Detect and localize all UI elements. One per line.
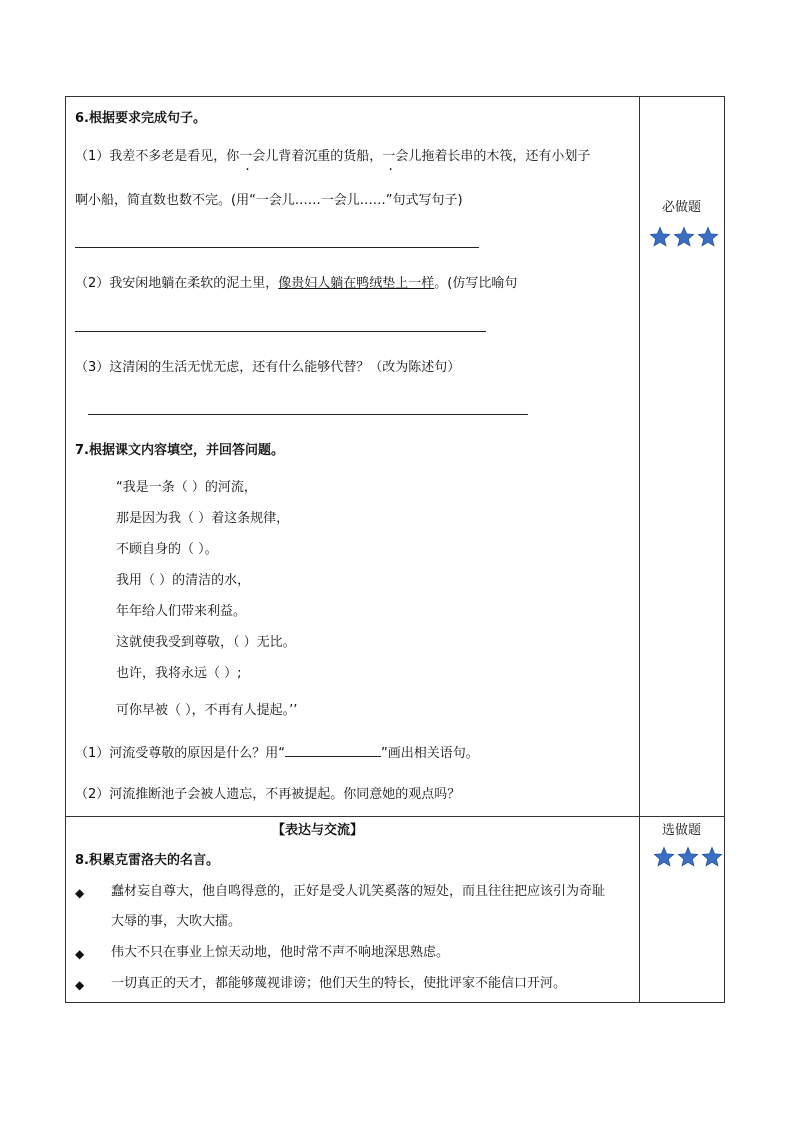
q7-sub1-post: ”画出相关语句。 [381, 746, 479, 761]
bullet-3-icon: ◆ [75, 978, 85, 992]
q6-item1-line1 [75, 148, 590, 166]
section-heading: 【表达与交流】 [272, 823, 364, 838]
bullet-2-icon: ◆ [75, 947, 85, 961]
q6-item1-line2: 啊小船，简直数也数不完。(用“一会儿……一会儿……”句式写句子) [75, 193, 463, 208]
star-icon [697, 226, 719, 248]
star-icon [653, 846, 675, 868]
q7-sub2: （2）河流推断池子会被人遗忘，不再被提起。你同意她的观点吗？ [75, 787, 461, 802]
optional-label: 选做题 [662, 823, 702, 838]
q7-poem-line-5: 年年给人们带来利益。 [116, 604, 247, 619]
required-label: 必做题 [662, 200, 702, 215]
q7-poem-line-4: 我用（ ）的清洁的水， [116, 573, 251, 588]
q7-poem-line-7: 也许，我将永远（ ）; [116, 666, 242, 681]
q6-item1-emph1: 一会儿 [239, 149, 279, 164]
q7-poem-line-8: 可你早被（ ），不再有人提起。’’ [116, 703, 298, 718]
q7-poem-line-3: 不顾自身的（ ）。 [116, 542, 218, 557]
row-divider [66, 816, 724, 817]
q8-title: 8.积累克雷洛夫的名言。 [75, 853, 219, 868]
q7-poem-line-2: 那是因为我（ ）着这条规律， [116, 511, 290, 526]
q6-title: 6.根据要求完成句子。 [75, 111, 206, 126]
difficulty-stars-1 [649, 226, 719, 248]
star-icon [677, 846, 699, 868]
q7-sub1 [75, 744, 479, 763]
star-icon [673, 226, 695, 248]
star-icon [701, 846, 723, 868]
q6-item1-mid: 背着沉重的货船， [278, 149, 383, 164]
q7-sub1-pre: （1）河流受尊敬的原因是什么？用“ [75, 746, 286, 761]
answer-line-2[interactable] [75, 331, 486, 332]
q6-item2-post: 。(仿写比喻句 [434, 276, 518, 291]
q6-item3: （3）这清闲的生活无忧无虑，还有什么能够代替？（改为陈述句） [75, 360, 461, 375]
difficulty-stars-2 [653, 846, 723, 868]
quote-2: 伟大不只在事业上惊天动地，他时常不声不响地深思熟虑。 [111, 945, 450, 960]
star-icon [649, 226, 671, 248]
quote-1-line2: 大辱的事，大吹大擂。 [111, 914, 242, 929]
column-divider [639, 97, 640, 1002]
q6-item2-pre: （2）我安闲地躺在柔软的泥土里， [75, 276, 279, 291]
q7-poem-line-1: “我是一条（ ）的河流， [116, 480, 257, 495]
bullet-1-icon: ◆ [75, 886, 85, 900]
q6-item2-underlined: 像贵妇人躺在鸭绒垫上一样 [278, 276, 435, 291]
worksheet-table [65, 96, 725, 1003]
q6-item1-emph2: 一会儿 [382, 149, 422, 164]
answer-line-3[interactable] [88, 414, 528, 415]
answer-line-1[interactable] [75, 247, 479, 248]
q6-item2 [75, 275, 517, 293]
q6-item1-post: 拖着长串的木筏，还有小划子 [421, 149, 591, 164]
quote-3: 一切真正的天才，都能够蔑视诽谤；他们天生的特长，使批评家不能信口开河。 [111, 976, 567, 991]
q7-sub1-blank[interactable] [285, 744, 381, 757]
q6-item1-pre: （1）我差不多老是看见，你 [75, 149, 240, 164]
q7-poem-line-6: 这就使我受到尊敬，（ ）无比。 [116, 635, 296, 650]
q7-title: 7.根据课文内容填空，并回答问题。 [75, 443, 284, 458]
quote-1-line1: 蠢材妄自尊大，他自鸣得意的，正好是受人讥笑奚落的短处，而且往往把应该引为奇耻 [111, 884, 606, 899]
